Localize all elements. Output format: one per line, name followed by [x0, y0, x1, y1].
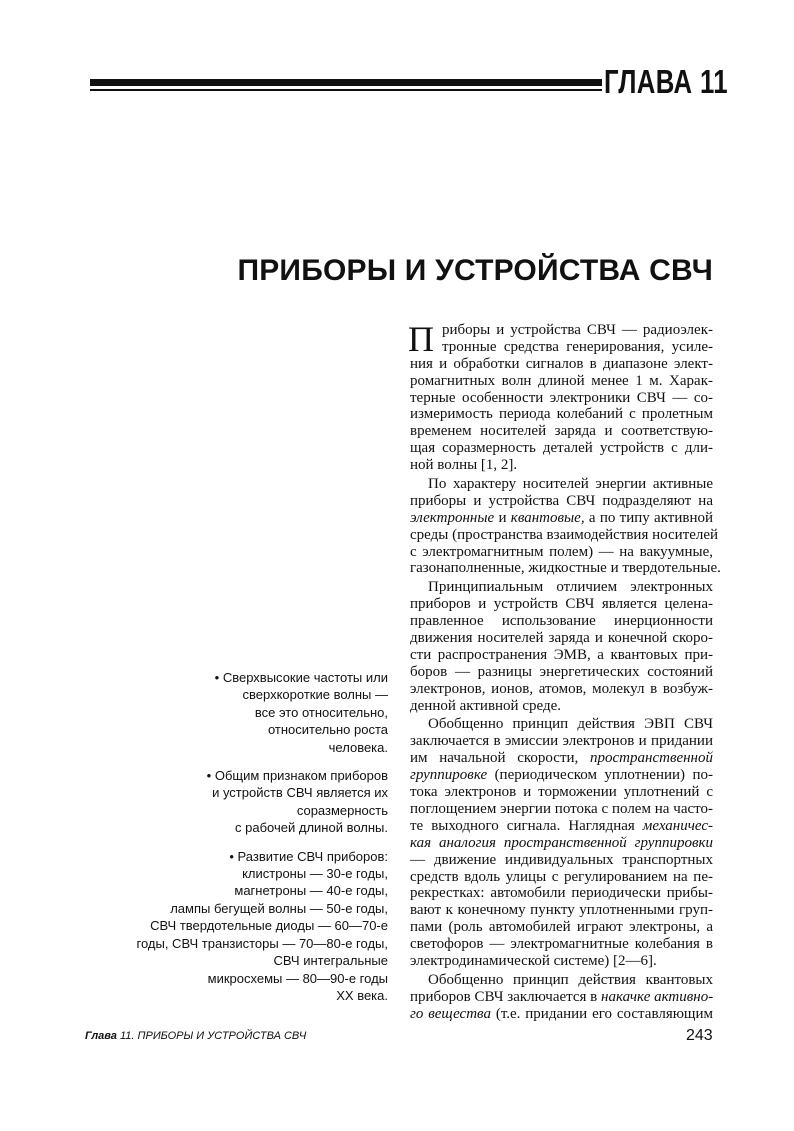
text-segment: правленное использование инерционности — [410, 613, 713, 630]
running-footer — [85, 1030, 306, 1042]
text-line — [410, 716, 713, 733]
text-line — [410, 406, 713, 423]
paragraph — [410, 476, 721, 577]
text-line — [410, 936, 713, 953]
emphasis-text: группировке — [410, 767, 488, 784]
emphasis-text: накачке активно- — [601, 988, 714, 1005]
text-line — [410, 510, 713, 527]
text-line — [410, 339, 713, 356]
drop-cap: П — [408, 319, 434, 359]
text-line — [410, 390, 713, 407]
text-line — [410, 852, 713, 869]
text-line — [410, 953, 713, 970]
text-line — [410, 784, 713, 801]
text-segment: среды (пространства взаимодействия носителей — [410, 526, 719, 543]
sidebar-notes — [130, 669, 388, 1015]
text-line — [410, 885, 713, 902]
text-segment: вают к конечному пункту уплотненными груп- — [410, 902, 713, 919]
footer-running-title: 11. ПРИБОРЫ И УСТРОЙСТВА СВЧ — [116, 1030, 307, 1042]
text-line — [410, 579, 713, 596]
note-line: магнетроны — 40-е годы, — [234, 883, 388, 899]
text-segment: рекрестках: автомобили периодически прибы- — [410, 885, 713, 902]
text-line — [410, 902, 713, 919]
note-line: с рабочей длиной волны. — [235, 820, 388, 836]
note-line: СВЧ интегральные — [273, 953, 388, 969]
text-line — [410, 560, 721, 577]
text-segment: им начальной скорости, — [410, 750, 591, 767]
note-line: • Общим признаком приборов — [206, 768, 388, 784]
text-segment: и — [494, 509, 511, 526]
paragraph — [408, 319, 713, 474]
emphasis-text: го вещества — [410, 1005, 491, 1022]
text-segment: электродинамической системе) [2—6]. — [410, 952, 657, 969]
text-segment: а по типу активной — [584, 509, 714, 526]
note-line: XX века. — [336, 987, 388, 1003]
text-line — [410, 630, 713, 647]
note-line: • Сверхвысокие частоты или — [214, 670, 388, 685]
text-segment: пами (роль автомобилей играют электроны, а — [410, 919, 713, 936]
note-line: относительно роста — [267, 722, 388, 738]
text-segment: ния и обработки сигналов в диапазоне элект- — [410, 355, 713, 372]
emphasis-text: электронные — [410, 509, 495, 526]
text-line — [410, 596, 713, 613]
text-line — [410, 373, 713, 390]
text-line — [410, 613, 713, 630]
text-line — [410, 733, 713, 750]
text-segment: ной волны [1, 2]. — [410, 457, 518, 474]
chapter-title: ПРИБОРЫ И УСТРОЙСТВА СВЧ — [237, 254, 713, 287]
note-line: человека. — [328, 739, 388, 755]
text-line — [410, 664, 713, 681]
note-line: клистроны — 30-е годы, — [242, 866, 388, 882]
text-segment: приборов СВЧ заключается в — [410, 988, 602, 1005]
emphasis-text: кая аналогия пространственной группировки — [410, 834, 713, 851]
sidebar-note — [130, 848, 388, 1005]
text-line — [410, 919, 713, 936]
text-segment: приборы и устройства СВЧ подразделяют на — [410, 492, 713, 509]
note-line: лампы бегущей волны — 50-е годы, — [170, 900, 388, 916]
text-segment: денной активной среде. — [410, 697, 561, 714]
text-line — [410, 698, 713, 715]
text-segment: электронов, ионов, атомов, молекул в возбуж- — [410, 680, 713, 697]
text-line — [410, 476, 713, 493]
text-line — [410, 440, 713, 457]
text-segment: — движение индивидуальных транспортных — [410, 851, 713, 868]
text-line — [410, 972, 713, 989]
text-line — [410, 818, 713, 835]
text-segment: заключается в эмиссии электронов и придании — [410, 733, 713, 750]
sidebar-note — [130, 767, 388, 837]
text-segment: временем носителей заряда и соответствую- — [410, 423, 713, 440]
text-segment: (периодическом уплотнении) по- — [487, 767, 713, 784]
note-line: сверхкороткие волны — — [242, 687, 388, 703]
note-line: микросхемы — 80—90-е годы — [207, 970, 388, 986]
paragraph — [410, 579, 713, 714]
text-segment: те выходного сигнала. Наглядная — [410, 817, 643, 834]
text-segment: Принципиальным отличием электронных — [428, 579, 713, 596]
text-line — [410, 457, 713, 474]
page-number: 243 — [686, 1027, 713, 1044]
emphasis-text: квантовые, — [510, 509, 585, 526]
text-line — [410, 1006, 713, 1023]
paragraph — [410, 716, 713, 969]
text-line — [410, 869, 713, 886]
sidebar-note — [130, 669, 388, 756]
note-line: годы, СВЧ транзисторы — 70—80-е годы, — [136, 935, 388, 951]
emphasis-text: пространственной — [590, 750, 713, 767]
text-segment: сти распространения ЭМВ, а квантовых при- — [410, 646, 713, 663]
text-line — [410, 835, 713, 852]
text-segment: тока электронов и торможении уплотнений с — [410, 784, 713, 801]
text-line — [410, 647, 713, 664]
text-line — [410, 801, 713, 818]
body-text — [408, 319, 721, 1025]
text-line — [410, 493, 713, 510]
text-segment: светофоров — электромагнитные колебания в — [410, 936, 713, 953]
text-line — [410, 423, 713, 440]
header-rule-thick — [90, 79, 602, 86]
text-segment: приборов и устройств СВЧ является целена- — [410, 596, 713, 613]
text-segment: Обобщенно принцип действия ЭВП СВЧ — [428, 716, 713, 733]
note-line: все это относительно, — [254, 704, 388, 720]
text-line — [410, 750, 713, 767]
text-segment: риборы и устройства СВЧ — радиоэлек- — [442, 322, 713, 338]
note-line: и устройств СВЧ является их — [212, 785, 388, 801]
emphasis-text: механичес- — [642, 817, 713, 834]
text-line — [410, 526, 719, 544]
text-segment: измеримость периода колебаний с пролетным — [410, 406, 713, 423]
text-segment: движения носителей заряда и конечной скоро- — [410, 630, 713, 647]
text-segment: газонаполненные, жидкостные и твердотельные. — [410, 560, 721, 577]
text-line — [410, 322, 713, 339]
text-segment: с электромагнитным полем) — на вакуумные, — [410, 543, 713, 560]
chapter-label: ГЛАВА 11 — [604, 63, 728, 100]
note-line: СВЧ твердотельные диоды — 60—70-е — [150, 918, 388, 934]
text-segment: щая соразмерность деталей устройств с дли- — [410, 440, 713, 457]
text-segment: поглощением энергии потока с полем на часто- — [410, 800, 713, 817]
text-segment: терные особенности электроники СВЧ — со- — [410, 389, 713, 406]
text-segment: боров — разницы энергетических состояний — [410, 663, 713, 680]
footer-chapter-label: Глава — [85, 1030, 117, 1042]
text-segment: (т.е. придании его составляющим — [490, 1005, 714, 1022]
text-segment: средств вдоль улицы с регулированием на пе- — [410, 868, 713, 885]
note-line: соразмерность — [296, 802, 388, 818]
paragraph — [410, 972, 713, 1023]
text-segment: По характеру носителей энергии активные — [428, 476, 713, 493]
text-line — [410, 544, 713, 561]
text-segment: Обобщенно принцип действия квантовых — [428, 971, 713, 988]
text-segment: ромагнитных волн длиной менее 1 м. Харак- — [410, 372, 713, 389]
note-line: • Развитие СВЧ приборов: — [229, 848, 388, 864]
text-line — [410, 356, 713, 373]
header-rule-thin — [90, 89, 602, 91]
text-line — [410, 767, 713, 784]
text-segment: тронные средства генерирования, усиле- — [442, 338, 713, 355]
text-line — [410, 681, 713, 698]
text-line — [410, 989, 713, 1006]
